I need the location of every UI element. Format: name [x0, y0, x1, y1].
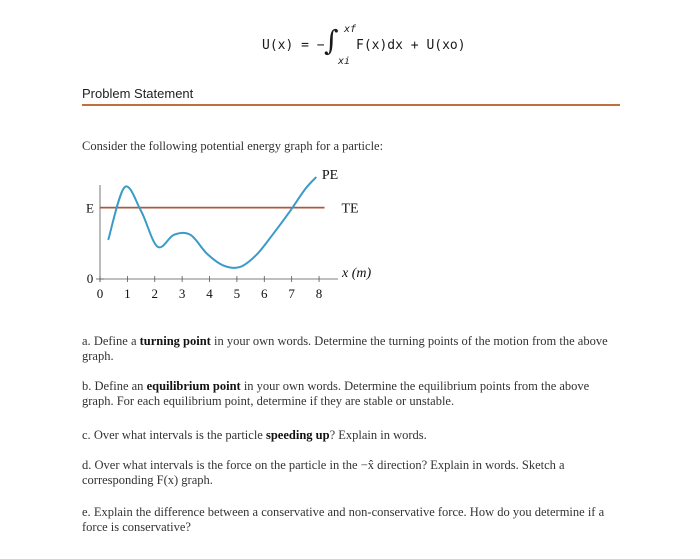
x-tick-label: 0	[96, 286, 104, 301]
integral-lower-limit: xi	[338, 56, 351, 67]
integral-sign: ∫	[324, 24, 339, 57]
y-tick-label: E	[86, 200, 94, 216]
question-keyword: speeding up	[265, 428, 330, 442]
question-item	[82, 458, 622, 488]
question-text: in your own words. Determine the equilibrium points from the above graph. For each equilibrium point, determine if they are stable or unstable.	[82, 379, 590, 408]
question-keyword: equilibrium point	[146, 379, 241, 393]
series-pe-curve	[108, 177, 316, 268]
question-letter: c.	[82, 428, 91, 442]
intro-text: Consider the following potential energy graph for a particle:	[82, 139, 384, 153]
question-text: Define a	[90, 334, 140, 348]
x-tick-label: 7	[288, 286, 295, 301]
formula-body: F(x)dx + U(xo)	[356, 38, 466, 53]
question-text: Explain the difference between a conservative and non-conservative force. How do you determine if a force is conservative?	[82, 505, 605, 534]
question-text: Define an	[91, 379, 147, 393]
question-letter: d.	[82, 458, 92, 472]
te-label: TE	[341, 201, 359, 217]
question-item	[82, 505, 622, 535]
x-tick-label: 5	[233, 286, 241, 301]
section-divider	[82, 104, 620, 106]
x-tick-label: 6	[261, 286, 268, 301]
section-title: Problem Statement	[82, 86, 194, 101]
question-letter: a.	[82, 334, 91, 348]
x-axis-label: x (m)	[342, 266, 372, 281]
question-text: Over what intervals is the force on the particle in the −x̂ direction? Explain in words. Sketch a corresponding F(x) graph.	[82, 458, 565, 487]
question-keyword: turning point	[139, 334, 211, 348]
integral-upper-limit: xf	[344, 24, 357, 35]
question-item	[82, 334, 622, 364]
formula-lhs: U(x) = −	[262, 38, 325, 53]
x-tick-label: 1	[124, 286, 131, 301]
x-tick-label: 2	[151, 286, 159, 301]
y-tick-label: 0	[86, 271, 94, 286]
question-text: in your own words. Determine the turning points of the motion from the above graph.	[82, 334, 608, 363]
x-tick-label: 8	[315, 286, 323, 301]
question-letter: b.	[82, 379, 92, 393]
pe-label: PE	[321, 168, 339, 183]
x-tick-label: 3	[178, 286, 186, 301]
question-text: Over what intervals is the particle	[90, 428, 266, 442]
question-text: ? Explain in words.	[329, 428, 427, 442]
x-tick-label: 4	[206, 286, 213, 301]
potential-energy-graph	[80, 165, 380, 305]
question-letter: e.	[82, 505, 91, 519]
potential-energy-formula	[262, 22, 482, 70]
question-item	[82, 428, 622, 443]
question-item	[82, 379, 622, 409]
